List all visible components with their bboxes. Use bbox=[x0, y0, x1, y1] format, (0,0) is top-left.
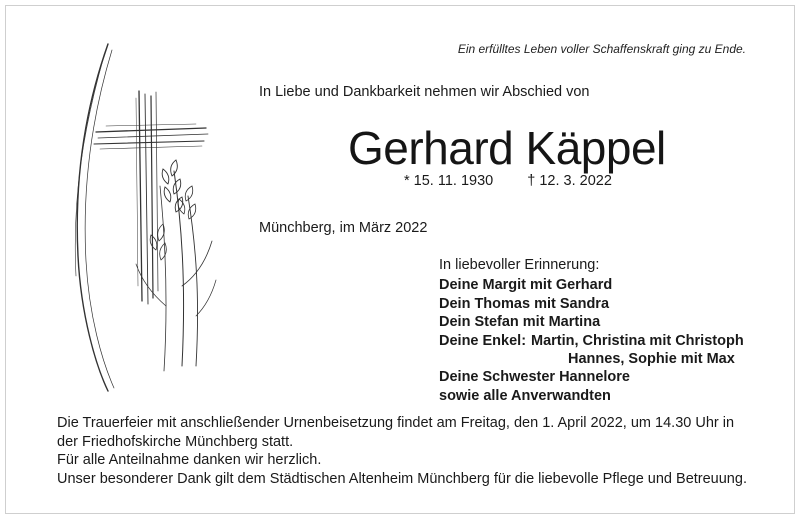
mourner-line: Dein Stefan mit Martina bbox=[439, 314, 601, 331]
enkel-label: Deine Enkel: bbox=[439, 332, 527, 349]
enkel-names: Martin, Christina mit Christoph bbox=[531, 332, 744, 349]
notes-line: Die Trauerfeier mit anschließender Urnenbeisetzung findet am Freitag, den 1. April 2022, um 14.30 Uhr in bbox=[57, 415, 735, 431]
notes-line: Für alle Anteilnahme danken wir herzlich. bbox=[57, 452, 322, 468]
mourner-line: Deine Margit mit Gerhard bbox=[439, 277, 613, 294]
enkel-names-continued: Hannes, Sophie mit Max bbox=[568, 351, 735, 368]
mourner-line: Dein Thomas mit Sandra bbox=[439, 295, 610, 312]
death-date: † 12. 3. 2022 bbox=[527, 173, 612, 189]
mourner-line: Deine Schwester Hannelore bbox=[439, 369, 630, 386]
motto: Ein erfülltes Leben voller Schaffenskraft ging zu Ende. bbox=[457, 42, 746, 56]
intro-text: In Liebe und Dankbarkeit nehmen wir Abschied von bbox=[259, 84, 590, 100]
mourners-heading: In liebevoller Erinnerung: bbox=[439, 257, 600, 273]
life-dates bbox=[404, 173, 612, 189]
mourners-list bbox=[439, 256, 744, 405]
place-date: Münchberg, im März 2022 bbox=[259, 220, 428, 236]
deceased-name: Gerhard Käppel bbox=[348, 122, 666, 174]
mourner-enkel-line bbox=[439, 332, 744, 350]
notes-line: Unser besonderer Dank gilt dem Städtischen Altenheim Münchberg für die liebevolle Pflege und Betreuung. bbox=[57, 470, 747, 487]
obituary-card bbox=[5, 5, 795, 514]
notes-line: der Friedhofskirche Münchberg statt. bbox=[57, 433, 294, 450]
mourner-line: sowie alle Anverwandten bbox=[439, 387, 611, 404]
birth-date: * 15. 11. 1930 bbox=[404, 173, 494, 189]
funeral-notes bbox=[57, 414, 767, 488]
cross-and-wheat-illustration bbox=[56, 36, 226, 396]
